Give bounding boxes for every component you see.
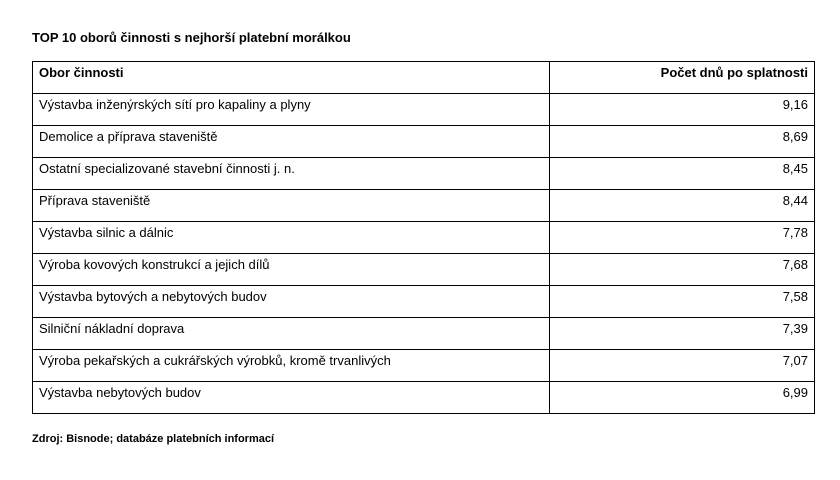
- cell-obor: Silniční nákladní doprava: [33, 318, 550, 350]
- cell-obor: Výroba pekařských a cukrářských výrobků, kromě trvanlivých: [33, 350, 550, 382]
- cell-obor: Výroba kovových konstrukcí a jejich dílů: [33, 254, 550, 286]
- table-row: [33, 126, 815, 158]
- table-header-row: [33, 62, 815, 94]
- cell-obor: Příprava staveniště: [33, 190, 550, 222]
- table-row: [33, 190, 815, 222]
- cell-obor: Výstavba inženýrských sítí pro kapaliny a plyny: [33, 94, 550, 126]
- cell-obor: Výstavba nebytových budov: [33, 382, 550, 414]
- cell-dny: 8,45: [550, 158, 815, 190]
- source-note: Zdroj: Bisnode; databáze platebních informací: [32, 433, 275, 445]
- cell-dny: 8,44: [550, 190, 815, 222]
- cell-dny: 7,39: [550, 318, 815, 350]
- table-row: [33, 94, 815, 126]
- cell-obor: Demolice a příprava staveniště: [33, 126, 550, 158]
- column-header-pocet-dnu: Počet dnů po splatnosti: [550, 62, 815, 94]
- table-row: [33, 222, 815, 254]
- cell-dny: 7,68: [550, 254, 815, 286]
- cell-obor: Ostatní specializované stavební činnosti j. n.: [33, 158, 550, 190]
- cell-dny: 9,16: [550, 94, 815, 126]
- table-row: [33, 382, 815, 414]
- table-row: [33, 350, 815, 382]
- cell-dny: 7,07: [550, 350, 815, 382]
- cell-dny: 8,69: [550, 126, 815, 158]
- cell-obor: Výstavba silnic a dálnic: [33, 222, 550, 254]
- cell-dny: 7,78: [550, 222, 815, 254]
- cell-dny: 6,99: [550, 382, 815, 414]
- cell-obor: Výstavba bytových a nebytových budov: [33, 286, 550, 318]
- column-header-obor: Obor činnosti: [33, 62, 550, 94]
- table-row: [33, 254, 815, 286]
- table-row: [33, 318, 815, 350]
- table-row: [33, 158, 815, 190]
- payment-morale-table: [32, 61, 815, 414]
- table-row: [33, 286, 815, 318]
- table-title: TOP 10 oborů činnosti s nejhorší platební morálkou: [32, 30, 351, 45]
- cell-dny: 7,58: [550, 286, 815, 318]
